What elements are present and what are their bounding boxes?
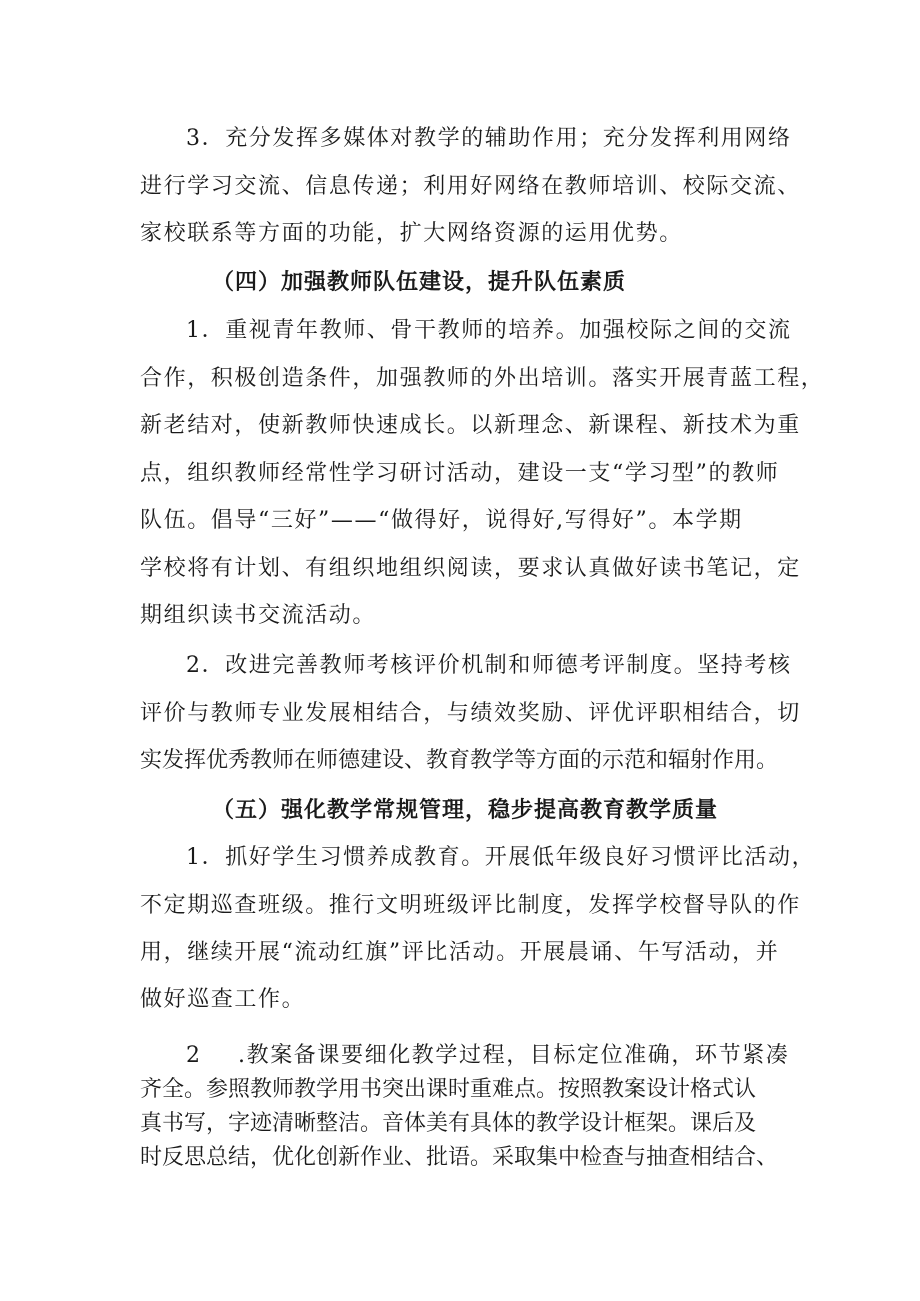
paragraph-4-1-line-5: 队伍。倡导“三好”——“做得好，说得好,写得好”。本学期 [140, 508, 743, 533]
paragraph-5-1-line-3: 用，继续开展“流动红旗”评比活动。开展晨诵、午写活动，并 [140, 940, 780, 965]
paragraph-5-1-line-1: 1．抓好学生习惯养成教育。开展低年级良好习惯评比活动， [186, 845, 816, 870]
paragraph-5-1-line-4: 做好巡查工作。 [140, 987, 306, 1012]
paragraph-4-1-line-7: 期组织读书交流活动。 [140, 603, 377, 628]
paragraph-4-1-line-3: 新老结对，使新教师快速成长。以新理念、新课程、新技术为重 [140, 413, 801, 438]
paragraph-5-2-line-2: 齐全。参照教师教学用书突出课时重难点。按照教案设计格式认 [140, 1077, 757, 1102]
paragraph-4-1-line-4: 点，组织教师经常性学习研讨活动，建设一支“学习型”的教师 [140, 461, 780, 486]
paragraph-5-2-line-3: 真书写，字迹清晰整洁。音体美有具体的教学设计框架。课后及 [140, 1111, 757, 1136]
paragraph-3-line-2: 进行学习交流、信息传递；利用好网络在教师培训、校际交流、 [140, 174, 801, 199]
paragraph-4-2-line-3: 实发挥优秀教师在师德建设、教育教学等方面的示范和辐射作用。 [140, 748, 779, 773]
paragraph-5-2-line-1 [186, 1041, 789, 1071]
paragraph-5-1-line-2: 不定期巡查班级。推行文明班级评比制度，发挥学校督导队的作 [140, 893, 801, 918]
paragraph-4-2-line-2: 评价与教师专业发展相结合，与绩效奖励、评优评职相结合，切 [140, 701, 801, 726]
paragraph-4-1-line-6: 学校将有计划、有组织地组织阅读，要求认真做好读书笔记，定 [140, 556, 801, 581]
paragraph-3-line-1: 3．充分发挥多媒体对教学的辅助作用；充分发挥利用网络 [186, 126, 792, 151]
paragraph-4-1-line-2: 合作，积极创造条件，加强教师的外出培训。落实开展青蓝工程， [140, 366, 825, 391]
paragraph-3-line-3: 家校联系等方面的功能，扩大网络资源的运用优势。 [140, 221, 683, 246]
section-heading-4: （四）加强教师队伍建设，提升队伍素质 [212, 269, 627, 295]
paragraph-5-2-line-1-text: .教案备课要细化教学过程，目标定位准确，环节紧凑 [238, 1043, 790, 1068]
paragraph-5-2-line-4: 时反思总结，优化创新作业、批语。采取集中检查与抽查相结合、 [140, 1145, 779, 1170]
paragraph-4-2-line-1: 2．改进完善教师考核评价机制和师德考评制度。坚持考核 [186, 653, 792, 678]
paragraph-4-1-line-1: 1．重视青年教师、骨干教师的培养。加强校际之间的交流 [186, 318, 792, 343]
section-heading-5: （五）强化教学常规管理，稳步提高教育教学质量 [212, 797, 719, 823]
paragraph-5-2-number: 2 [186, 1043, 202, 1068]
